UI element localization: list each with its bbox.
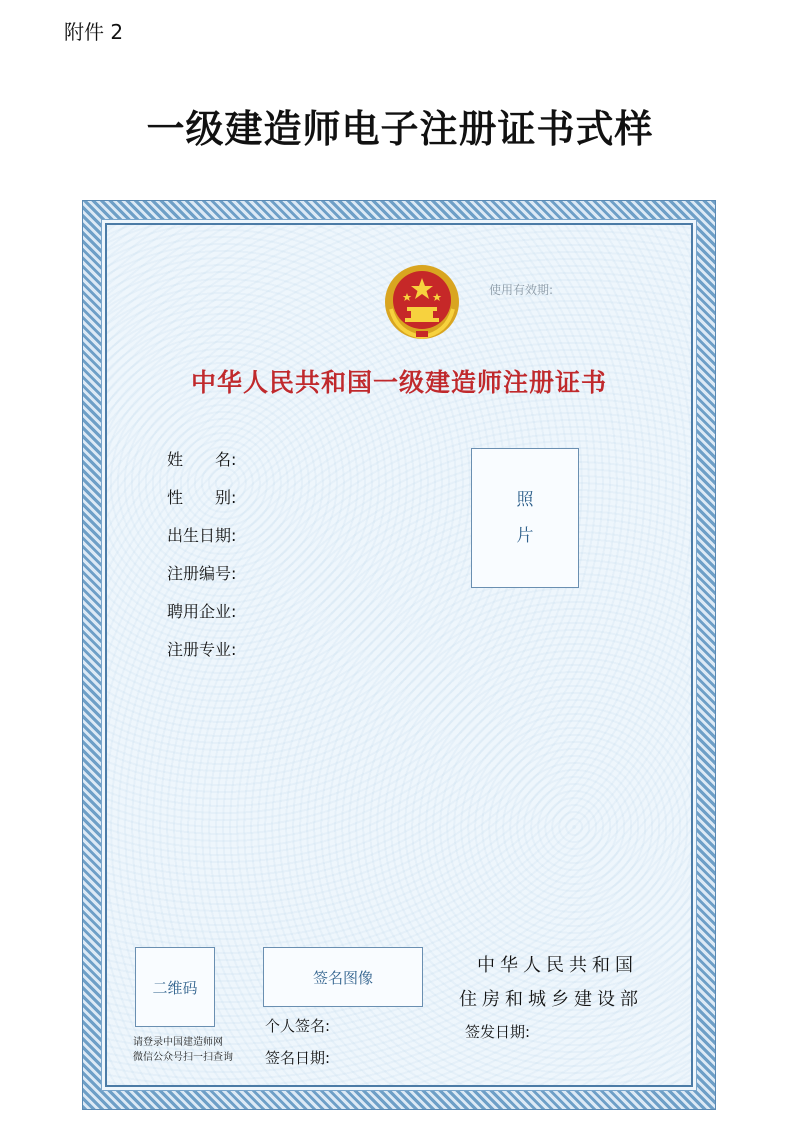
validity-label: 使用有效期: — [489, 283, 554, 297]
attachment-label: 附件 2 — [64, 20, 124, 44]
signature-date-label: 签名日期: — [265, 1049, 331, 1067]
qr-note — [133, 1035, 233, 1065]
qr-label: 二维码 — [152, 978, 198, 997]
field-birthdate: 出生日期: — [167, 526, 237, 545]
signature-image-label: 签名图像 — [312, 968, 373, 987]
signature-image-placeholder — [263, 947, 423, 1007]
certificate-body — [105, 223, 693, 1087]
photo-label-1: 照 — [516, 490, 534, 510]
field-gender: 性 别: — [167, 488, 237, 507]
issue-date-label: 签发日期: — [465, 1023, 531, 1041]
qr-note-line-2: 微信公众号扫一扫查询 — [133, 1052, 233, 1063]
certificate-frame — [82, 200, 716, 1110]
issuer-country: 中华人民共和国 — [477, 955, 638, 976]
personal-signature-label: 个人签名: — [265, 1017, 331, 1035]
issuer-ministry: 住房和城乡建设部 — [459, 989, 643, 1010]
field-registration-number: 注册编号: — [167, 564, 237, 583]
qr-note-line-1: 请登录中国建造师网 — [133, 1037, 223, 1048]
qr-code-placeholder — [135, 947, 215, 1027]
national-emblem-icon — [383, 263, 461, 341]
field-list — [167, 447, 236, 675]
document-title: 一级建造师电子注册证书式样 — [146, 106, 654, 151]
field-employer: 聘用企业: — [167, 602, 237, 621]
certificate-title: 中华人民共和国一级建造师注册证书 — [190, 368, 607, 397]
photo-placeholder — [471, 448, 579, 588]
photo-label-2: 片 — [516, 526, 534, 546]
field-specialty: 注册专业: — [167, 640, 237, 659]
field-name: 姓 名: — [167, 450, 237, 469]
